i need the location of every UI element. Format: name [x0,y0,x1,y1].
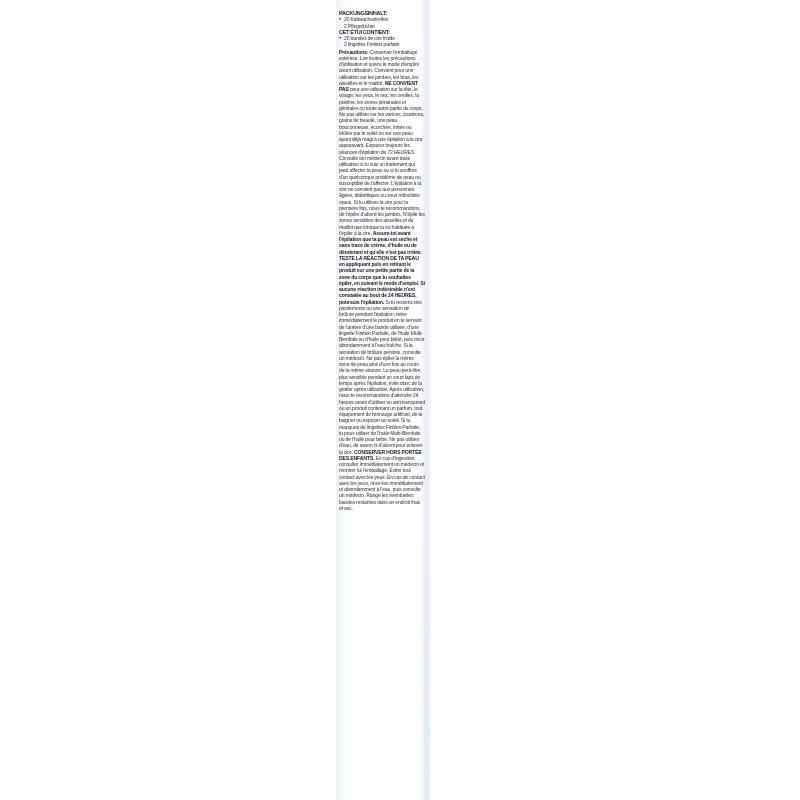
label-strip [339,11,425,512]
package-item-fr-1: 20 bandes de cire froide [344,36,395,42]
precautions-warning-2: Assure-toi avant l'épilation que ta peau est sèche et sans trace de crème, d'huile ou de déodorant et qu'elle n'est pas irritée. TESTE LA RÉACTION DE TA PEAU en appliquant puis en retirant le produit sur une petite partie de la zone du corps que tu souhaites épiler, en suivant le mode d'emploi. Si aucune réaction indésirable n'est constatée au bout de 24 HEURES, poursuis l'épilation. [339,230,425,306]
bullet-icon: • [339,36,341,42]
package-list-de [339,17,425,30]
precautions-text-1: Conserver l'emballage extérieur. Lire toutes les précautions d'utilisation et suivre le mode d'emploi avant utilisation. Convient pour une utilisation sur les jambes, les bras, les aisselles et le maillot. [339,49,419,87]
bullet-icon: • [339,17,341,24]
precautions-text-4: En cas d'ingestion, consulter immédiatement un médecin et montrer lui l'emballage. Éviter tout contact avec les yeux. En cas de contact avec les yeux, rince-les immédiatement et abondamment à l'eau, puis consulte un médecin. Range les éventuelles bandes restantes dans un endroit frais et sec. [339,455,425,512]
package-item-fr-2: 2 lingettes Finition parfaite [344,42,400,49]
package-item-de-2: 2 Pflegetücher [344,23,375,30]
package-item-de-1: 20 Kaltwachsstreifen [344,17,389,24]
precautions-warning-3: CONSERVER HORS PORTÉE DES ENFANTS. [339,449,422,462]
precautions-paragraph [339,50,425,513]
precautions-label: Précautions: [339,49,369,56]
precautions-text-2: pour une utilisation sur la tête, le visage, les yeux, le nez, les oreilles, la poitrine, les zones périanales et génitales ou toute autre partie du corps. Ne pas utiliser sur les varices, cicatrices, grains de beauté, une peau bouconneuse, écorchée, irritée ou brûlée par le soleil ou sur une peau ayant déjà réagi à une épilation à la cire auparavant. Espacez toujours les séances d'épilation de 72 HEURES. Consulte ton médecin avant toute utilisation si tu suis un traitement qui peut affecter ta peau ou si tu souffres d'un quelconque problème de peau ou susceptible de t'affecter. L'épilation à la cire ne convient pas aux personnes âgées, diabétiques ou sous rétinoïdes oraux. Si tu utilises la cire pour la première fois, nous te recommandons de t'épiler d'abord les jambes. N'épile les zones sensibles des aisselles et du maillot que lorsque tu es habituée à t'épiler à la cire. [339,87,425,237]
package-list-fr [339,36,425,49]
precautions-warning-1: NE CONVIENT PAS [339,80,419,93]
package-heading-de: PACKUNGSINHALT: [339,11,388,17]
package-heading-fr: CET ÉTUI CONTIENT: [339,29,390,36]
precautions-text-3: Si tu ressens des picotements ou une sensation de brûlure pendant l'épilation, retire immédiatement le produit en te servant de l'arrière d'une bande utilisée, d'une lingette Finition Parfaite, de l'huile Multi-Bienfaits ou d'huile pour bébé, puis rince abondamment à l'eau fraîche. Si la sensation de brûlure persiste, consulte un médecin. Ne pas épiler la même zone de peau plus d'une fois au cours de la même séance. La peau peut être plus sensible pendant un court laps de temps après l'épilation, évite donc de la gratter après utilisation. Après utilisation, nous te recommandons d'attendre 24 heures avant d'utiliser un anti-transpirant ou un produit contenant un parfum, tout équipement de bronzage artificiel, de te baigner ou exposer au soleil. Si tu manques de lingettes Finition Parfaite, tu peux utiliser de l'huile Multi-Bienfaits ou de l'huile pour bébé. Ne pas utiliser d'eau, de savon ni d'alcool pour enlever la cire. [339,299,425,456]
